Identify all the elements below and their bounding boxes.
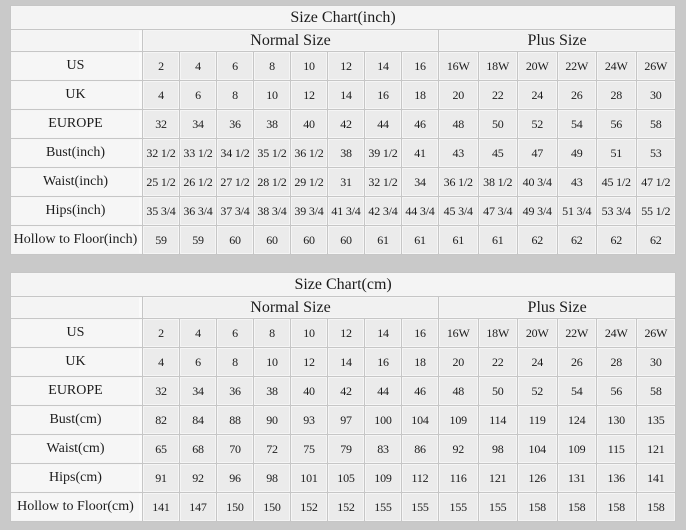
table-title: Size Chart(cm) (11, 273, 675, 296)
size-cell: 58 (637, 377, 676, 405)
size-cell: 32 (143, 377, 179, 405)
row-label: Hollow to Floor(inch) (11, 226, 142, 254)
size-cell: 20 (439, 81, 478, 109)
table-row (11, 139, 675, 167)
size-cell: 60 (291, 226, 327, 254)
table-row (11, 377, 675, 405)
size-chart-inch-table (10, 5, 676, 255)
size-cell: 54 (558, 110, 597, 138)
size-cell: 10 (254, 81, 290, 109)
size-cell: 16 (365, 81, 401, 109)
size-cell: 92 (439, 435, 478, 463)
size-cell: 40 3/4 (518, 168, 557, 196)
size-cell: 42 (328, 377, 364, 405)
size-cell: 30 (637, 348, 676, 376)
size-cell: 83 (365, 435, 401, 463)
size-cell: 6 (180, 348, 216, 376)
row-label: Waist(cm) (11, 435, 142, 463)
group-header-normal-size: Normal Size (143, 297, 438, 318)
size-cell: 49 (558, 139, 597, 167)
size-cell: 60 (217, 226, 253, 254)
size-cell: 56 (597, 110, 636, 138)
size-cell: 8 (254, 52, 290, 80)
size-cell: 39 3/4 (291, 197, 327, 225)
size-cell: 52 (518, 377, 557, 405)
size-cell: 38 3/4 (254, 197, 290, 225)
size-cell: 24 (518, 348, 557, 376)
size-cell: 2 (143, 319, 179, 347)
size-cell: 61 (439, 226, 478, 254)
size-cell: 22 (479, 81, 518, 109)
size-cell: 155 (439, 493, 478, 521)
table-row (11, 81, 675, 109)
size-cell: 37 3/4 (217, 197, 253, 225)
size-cell: 121 (479, 464, 518, 492)
size-cell: 44 (365, 110, 401, 138)
size-cell: 22W (558, 319, 597, 347)
size-cell: 10 (254, 348, 290, 376)
size-cell: 16 (402, 52, 438, 80)
size-cell: 58 (637, 110, 676, 138)
size-cell: 51 3/4 (558, 197, 597, 225)
size-cell: 86 (402, 435, 438, 463)
size-cell: 97 (328, 406, 364, 434)
size-cell: 31 (328, 168, 364, 196)
size-cell: 104 (518, 435, 557, 463)
size-cell: 32 (143, 110, 179, 138)
size-cell: 112 (402, 464, 438, 492)
size-cell: 34 (180, 110, 216, 138)
size-cell: 50 (479, 377, 518, 405)
size-cell: 131 (558, 464, 597, 492)
row-label: EUROPE (11, 377, 142, 405)
size-cell: 43 (439, 139, 478, 167)
size-cell: 47 1/2 (637, 168, 676, 196)
size-cell: 18W (479, 319, 518, 347)
size-cell: 26 1/2 (180, 168, 216, 196)
size-cell: 45 3/4 (439, 197, 478, 225)
size-cell: 32 1/2 (365, 168, 401, 196)
size-cell: 50 (479, 110, 518, 138)
size-cell: 109 (439, 406, 478, 434)
size-cell: 130 (597, 406, 636, 434)
size-cell: 40 (291, 377, 327, 405)
size-cell: 41 3/4 (328, 197, 364, 225)
size-cell: 47 (518, 139, 557, 167)
size-cell: 38 1/2 (479, 168, 518, 196)
size-cell: 20W (518, 319, 557, 347)
size-cell: 24W (597, 52, 636, 80)
size-cell: 100 (365, 406, 401, 434)
size-cell: 35 1/2 (254, 139, 290, 167)
row-label: Hips(inch) (11, 197, 142, 225)
size-cell: 46 (402, 110, 438, 138)
size-cell: 36 1/2 (291, 139, 327, 167)
size-cell: 158 (558, 493, 597, 521)
size-cell: 68 (180, 435, 216, 463)
size-cell: 18 (402, 81, 438, 109)
size-cell: 45 1/2 (597, 168, 636, 196)
size-cell: 18W (479, 52, 518, 80)
size-cell: 98 (479, 435, 518, 463)
size-cell: 36 (217, 377, 253, 405)
size-cell: 116 (439, 464, 478, 492)
size-cell: 72 (254, 435, 290, 463)
size-cell: 29 1/2 (291, 168, 327, 196)
size-cell: 10 (291, 52, 327, 80)
table-row (11, 435, 675, 463)
size-cell: 2 (143, 52, 179, 80)
row-label: EUROPE (11, 110, 142, 138)
size-chart-cm-table (10, 272, 676, 522)
size-cell: 4 (143, 81, 179, 109)
group-header-plus-size: Plus Size (439, 297, 675, 318)
size-cell: 92 (180, 464, 216, 492)
table-title: Size Chart(inch) (11, 6, 675, 29)
size-cell: 136 (597, 464, 636, 492)
size-cell: 26W (637, 319, 676, 347)
size-cell: 38 (254, 377, 290, 405)
size-cell: 14 (328, 348, 364, 376)
size-cell: 119 (518, 406, 557, 434)
size-cell: 109 (558, 435, 597, 463)
size-cell: 84 (180, 406, 216, 434)
size-cell: 155 (402, 493, 438, 521)
size-cell: 44 3/4 (402, 197, 438, 225)
size-cell: 28 1/2 (254, 168, 290, 196)
size-cell: 6 (217, 319, 253, 347)
size-cell: 70 (217, 435, 253, 463)
size-cell: 96 (217, 464, 253, 492)
corner-cell (11, 297, 142, 318)
size-cell: 14 (365, 319, 401, 347)
size-cell: 22 (479, 348, 518, 376)
size-cell: 48 (439, 377, 478, 405)
size-cell: 62 (518, 226, 557, 254)
size-cell: 65 (143, 435, 179, 463)
table-row (11, 493, 675, 521)
size-cell: 4 (143, 348, 179, 376)
table-row (11, 197, 675, 225)
size-cell: 90 (254, 406, 290, 434)
size-cell: 28 (597, 348, 636, 376)
size-cell: 158 (597, 493, 636, 521)
size-cell: 8 (254, 319, 290, 347)
size-cell: 75 (291, 435, 327, 463)
size-cell: 61 (365, 226, 401, 254)
row-label: US (11, 52, 142, 80)
size-cell: 27 1/2 (217, 168, 253, 196)
size-cell: 152 (328, 493, 364, 521)
size-cell: 16 (365, 348, 401, 376)
size-cell: 104 (402, 406, 438, 434)
row-label: UK (11, 348, 142, 376)
size-cell: 4 (180, 52, 216, 80)
size-cell: 24 (518, 81, 557, 109)
size-cell: 152 (291, 493, 327, 521)
size-cell: 98 (254, 464, 290, 492)
row-label: Hips(cm) (11, 464, 142, 492)
size-cell: 105 (328, 464, 364, 492)
size-cell: 28 (597, 81, 636, 109)
corner-cell (11, 30, 142, 51)
table-row (11, 110, 675, 138)
size-cell: 39 1/2 (365, 139, 401, 167)
size-cell: 141 (637, 464, 676, 492)
size-cell: 59 (180, 226, 216, 254)
size-cell: 150 (254, 493, 290, 521)
size-cell: 101 (291, 464, 327, 492)
size-cell: 16 (402, 319, 438, 347)
size-cell: 48 (439, 110, 478, 138)
size-charts-container (10, 5, 676, 522)
size-cell: 12 (291, 81, 327, 109)
size-cell: 38 (328, 139, 364, 167)
size-cell: 82 (143, 406, 179, 434)
size-cell: 24W (597, 319, 636, 347)
size-cell: 61 (479, 226, 518, 254)
size-cell: 114 (479, 406, 518, 434)
size-cell: 18 (402, 348, 438, 376)
size-cell: 22W (558, 52, 597, 80)
size-cell: 16W (439, 52, 478, 80)
size-cell: 62 (597, 226, 636, 254)
size-cell: 32 1/2 (143, 139, 179, 167)
size-cell: 14 (365, 52, 401, 80)
size-cell: 51 (597, 139, 636, 167)
table-row (11, 226, 675, 254)
size-cell: 20 (439, 348, 478, 376)
size-cell: 6 (217, 52, 253, 80)
size-cell: 59 (143, 226, 179, 254)
size-cell: 40 (291, 110, 327, 138)
size-cell: 34 (180, 377, 216, 405)
size-cell: 43 (558, 168, 597, 196)
size-cell: 135 (637, 406, 676, 434)
table-row (11, 348, 675, 376)
table-row (11, 319, 675, 347)
size-cell: 141 (143, 493, 179, 521)
size-cell: 4 (180, 319, 216, 347)
size-cell: 14 (328, 81, 364, 109)
row-label: Waist(inch) (11, 168, 142, 196)
size-cell: 155 (365, 493, 401, 521)
size-cell: 53 (637, 139, 676, 167)
size-cell: 121 (637, 435, 676, 463)
size-cell: 12 (328, 319, 364, 347)
size-cell: 124 (558, 406, 597, 434)
size-cell: 36 1/2 (439, 168, 478, 196)
size-cell: 42 (328, 110, 364, 138)
size-cell: 30 (637, 81, 676, 109)
size-cell: 79 (328, 435, 364, 463)
size-cell: 26 (558, 81, 597, 109)
table-row (11, 52, 675, 80)
row-label: US (11, 319, 142, 347)
size-cell: 38 (254, 110, 290, 138)
size-cell: 34 1/2 (217, 139, 253, 167)
size-cell: 155 (479, 493, 518, 521)
row-label: Bust(inch) (11, 139, 142, 167)
size-cell: 35 3/4 (143, 197, 179, 225)
size-cell: 55 1/2 (637, 197, 676, 225)
size-cell: 61 (402, 226, 438, 254)
size-cell: 62 (558, 226, 597, 254)
size-cell: 150 (217, 493, 253, 521)
size-cell: 34 (402, 168, 438, 196)
size-cell: 88 (217, 406, 253, 434)
size-cell: 33 1/2 (180, 139, 216, 167)
size-cell: 20W (518, 52, 557, 80)
size-cell: 10 (291, 319, 327, 347)
size-cell: 60 (328, 226, 364, 254)
table-row (11, 406, 675, 434)
size-cell: 12 (291, 348, 327, 376)
size-cell: 36 3/4 (180, 197, 216, 225)
table-row (11, 464, 675, 492)
size-cell: 6 (180, 81, 216, 109)
size-cell: 41 (402, 139, 438, 167)
size-cell: 93 (291, 406, 327, 434)
size-cell: 147 (180, 493, 216, 521)
size-cell: 53 3/4 (597, 197, 636, 225)
size-cell: 45 (479, 139, 518, 167)
size-cell: 26W (637, 52, 676, 80)
size-cell: 60 (254, 226, 290, 254)
size-cell: 109 (365, 464, 401, 492)
row-label: UK (11, 81, 142, 109)
size-cell: 158 (637, 493, 676, 521)
size-cell: 158 (518, 493, 557, 521)
size-cell: 91 (143, 464, 179, 492)
group-header-plus-size: Plus Size (439, 30, 675, 51)
size-cell: 8 (217, 348, 253, 376)
size-cell: 25 1/2 (143, 168, 179, 196)
size-cell: 54 (558, 377, 597, 405)
table-row (11, 168, 675, 196)
size-cell: 115 (597, 435, 636, 463)
size-cell: 56 (597, 377, 636, 405)
size-cell: 52 (518, 110, 557, 138)
size-cell: 36 (217, 110, 253, 138)
size-cell: 8 (217, 81, 253, 109)
row-label: Bust(cm) (11, 406, 142, 434)
size-cell: 16W (439, 319, 478, 347)
group-header-normal-size: Normal Size (143, 30, 438, 51)
size-cell: 12 (328, 52, 364, 80)
size-cell: 47 3/4 (479, 197, 518, 225)
size-cell: 44 (365, 377, 401, 405)
size-cell: 46 (402, 377, 438, 405)
size-cell: 26 (558, 348, 597, 376)
size-cell: 62 (637, 226, 676, 254)
size-cell: 126 (518, 464, 557, 492)
size-cell: 42 3/4 (365, 197, 401, 225)
size-cell: 49 3/4 (518, 197, 557, 225)
row-label: Hollow to Floor(cm) (11, 493, 142, 521)
